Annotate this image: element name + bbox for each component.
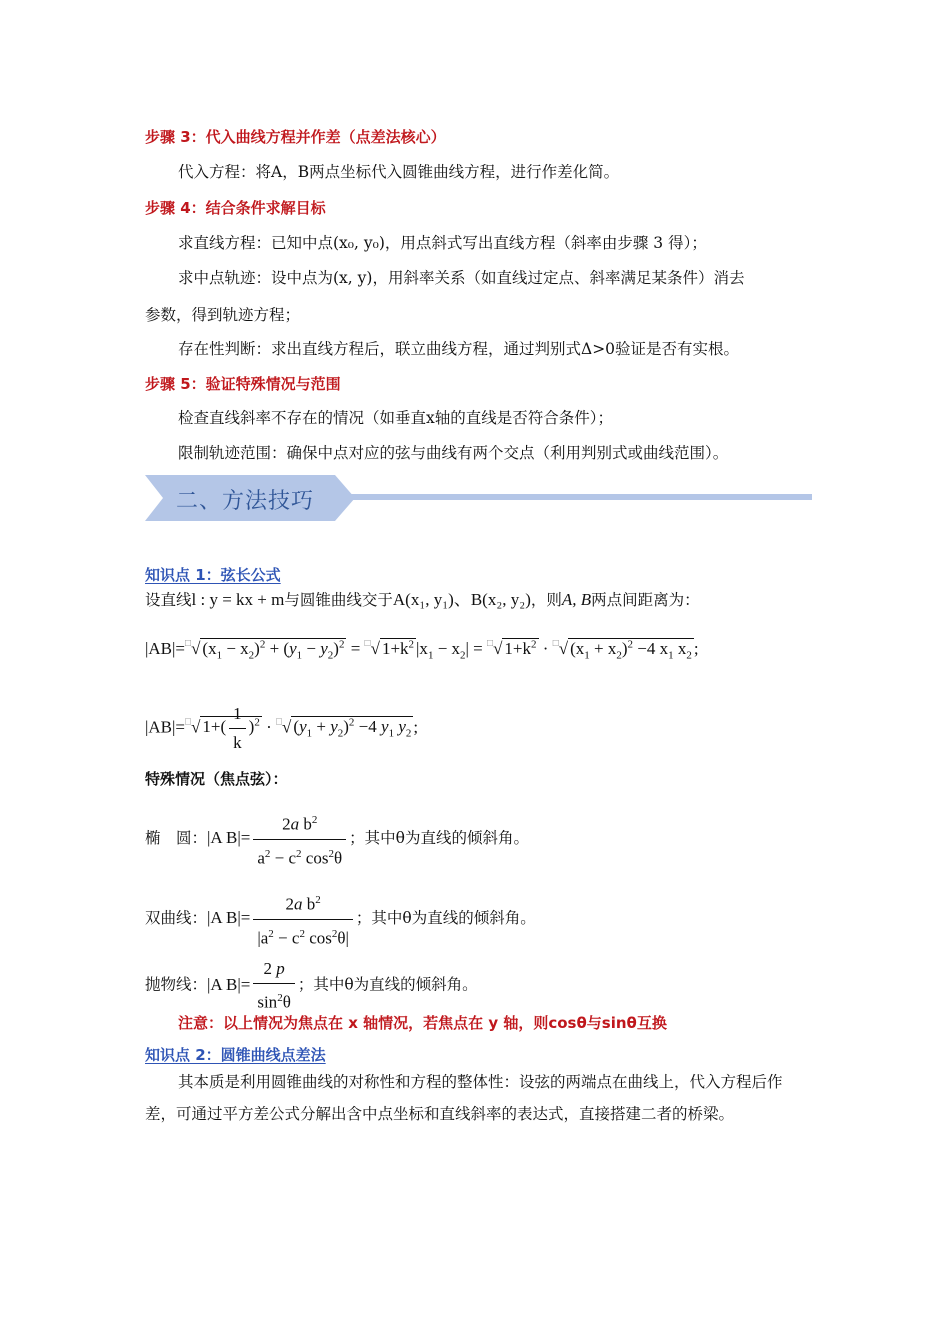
kp1-intro-a: 设直线 — [145, 591, 192, 609]
section-banner-rule — [350, 494, 812, 500]
kp1-intro — [145, 588, 810, 612]
step3-text: 代入方程：将A，B两点坐标代入圆锥曲线方程，进行作差化简。 — [178, 163, 620, 181]
step4-line1: 求直线方程：已知中点(x₀, y₀)，用点斜式写出直线方程（斜率由步骤 3 得）； — [178, 234, 707, 252]
hyperbola-theta-note: ；其中θ为直线的倾斜角。 — [355, 909, 536, 928]
ellipse-theta-note: ；其中θ为直线的倾斜角。 — [349, 829, 529, 848]
kp2-text: 其本质是利用圆锥曲线的对称性和方程的整体性：设弦的两端点在曲线上，代入方程后作差，可通过平方差公式分解出含中点坐标和直线斜率的表达式，直接搭建二者的桥梁。 — [145, 1073, 783, 1123]
ellipse-label: 椭 圆： — [145, 829, 208, 848]
kp1-intro-g: 两点间距离为： — [591, 591, 700, 609]
chord-formula-x: |AB|=□√ $(x_1 - x_2)^2 + (y_1 - y_2)^2 = ^□√$ $1+k^2$ $|x_1 - x_2| = ^□√$ $1+k^2 \cdot ^□√$ $(x_1 + x_2)^2 -4$ $x_1$ $x_2$ ; — [145, 638, 699, 662]
step5-line1: 检查直线斜率不存在的情况（如垂直x轴的直线是否符合条件）； — [178, 409, 613, 427]
parabola-label: 抛物线： — [145, 975, 208, 994]
step5-title: 步骤 5：验证特殊情况与范围 — [145, 375, 341, 393]
kp1-intro-c: 与圆锥曲线交于 — [284, 591, 393, 609]
step4-line2: 求中点轨迹：设中点为(x, y)，用斜率关系（如直线过定点、斜率满足某条件）消去 — [178, 269, 745, 287]
parabola-theta-note: ；其中θ为直线的倾斜角。 — [297, 975, 478, 994]
step4-line3: 存在性判断：求出直线方程后，联立曲线方程，通过判别式Δ>0验证是否有实根。 — [178, 340, 740, 358]
ellipse-formula: 椭 圆：|A B|= $\frac{2a b^2}{a^2 - c^2 \cos^2\theta}$ ；其中θ为直线的倾斜角。 — [145, 808, 810, 870]
kp2-title: 知识点 2：圆锥曲线点差法 — [145, 1046, 326, 1064]
hyperbola-formula: 双曲线：|A B|= $\frac{2a b^2}{|a^2 - c^2 \cos^2\theta|}$ ；其中θ为直线的倾斜角。 — [145, 888, 810, 950]
kp1-points: A(x₁, y₁)、B(x₂, y₂) — [392, 590, 531, 609]
kp1-title: 知识点 1：弦长公式 — [145, 566, 281, 584]
focus-note: 注意：以上情况为焦点在 x 轴情况，若焦点在 y 轴，则cosθ与sinθ互换 — [178, 1014, 667, 1032]
step4-title: 步骤 4：结合条件求解目标 — [145, 199, 326, 217]
step5-line2: 限制轨迹范围：确保中点对应的弦与曲线有两个交点（利用判别式或曲线范围）。 — [178, 444, 729, 462]
kp1-line-eq: l : y = kx + m — [191, 590, 285, 609]
step3-title: 步骤 3：代入曲线方程并作差（点差法核心） — [145, 128, 446, 146]
chord-formula-y: |AB|=□√ 1+( $\frac{1}{k}$ )$^2$ · □√ $(y_1 + y_2)^2 -4$ $y_1$ $y_2$ ; — [145, 702, 810, 755]
parabola-formula: 抛物线：|A B|= $\frac{2 p}{\sin^2\theta}$ ；其中θ为直线的倾斜角。 — [145, 957, 810, 1015]
step4-line2b: 参数，得到轨迹方程； — [145, 306, 301, 324]
kp1-ab: A, B — [561, 590, 592, 609]
kp1-intro-e: ，则 — [530, 591, 562, 609]
hyperbola-label: 双曲线： — [145, 909, 208, 928]
section-title: 二、方法技巧 — [176, 489, 315, 514]
special-case-title: 特殊情况（焦点弦）： — [145, 770, 288, 788]
